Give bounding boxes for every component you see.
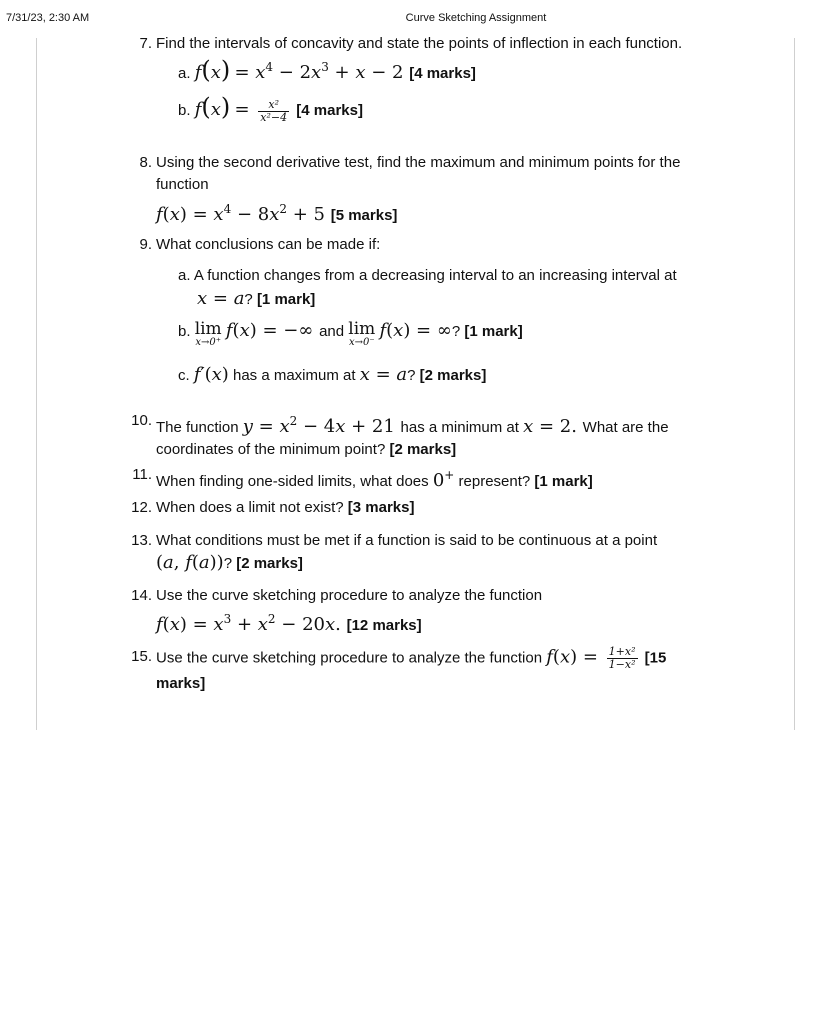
question-number: 14. [131,587,152,604]
question-7b: b. f(x) = $\frac{\text{x²}}{\text{x²−4}}$ [4 marks] [178,93,363,124]
question-text: What conditions must be met if a function is said to be continuous at a point [156,532,658,549]
marks: [4 marks] [409,65,476,82]
sub-label: b. [178,323,191,340]
fraction: $\frac{\text{1+x²}}{\text{1−x²}}$ [608,645,636,671]
marks: [1 mark] [256,291,316,308]
sub-label: c. [178,367,190,384]
marks: [1 mark] [464,323,523,340]
question-14-formula: $f(x) = x^3 + x^2 - 20x$. [12 marks] [156,612,422,635]
marks: [2 marks] [419,367,487,384]
left-margin-line [36,38,37,730]
right-margin-line [794,38,795,730]
fraction: $\frac{\text{x²}}{\text{x²−4}}$ [260,97,288,124]
question-number: 10. [131,412,152,429]
marks: [2 marks] [236,555,303,572]
marks-cont: marks] [156,675,206,692]
limit-right: lim x→0⁻ [348,319,376,348]
question-9a [178,265,677,287]
limit-left: lim x→0⁺ [194,319,222,348]
question-text: When does a limit not exist? [156,499,344,516]
question-text-2: has a minimum at [400,419,519,436]
marks: [1 mark] [534,473,593,490]
question-13-cont: (a, f(a))? [2 marks] [156,552,303,573]
question-15-cont [156,673,205,695]
question-number: 8. [139,154,152,171]
question-number: 9. [139,236,152,253]
question-text-4: coordinates of the minimum point? [156,441,386,458]
sub-label: b. [178,102,191,119]
marks: [15 [644,649,667,667]
print-date: 7/31/23, 2:30 AM [6,12,90,24]
question-9a-cont: x = a? [1 mark] [197,288,316,309]
question-text: Use the curve sketching procedure to analyze the function [156,587,543,604]
question-number: 12. [131,499,152,516]
marks: [3 marks] [347,499,415,516]
question-text-3: What are the [582,419,669,436]
marks: [2 marks] [389,441,457,458]
question-number: 13. [131,532,152,549]
question-9c: c. f′(x) has a maximum at x = a? [2 marks] [178,364,487,385]
question-7a: a. $f(x) = x^4 - 2x^3 + x - 2$ [4 marks] [178,56,476,84]
marks: [5 marks] [330,207,398,224]
question-number: 11. [132,466,152,483]
question-number: 15. [131,648,152,665]
sub-label: a. [178,267,191,284]
question-text: When finding one-sided limits, what does [156,473,429,490]
document-title: Curve Sketching Assignment [405,12,547,24]
sub-label: a. [178,65,191,82]
marks: [12 marks] [346,617,422,634]
sub-text: A function changes from a decreasing interval to an increasing interval at [193,267,677,284]
question-text: The function [156,419,239,436]
sub-text: has a maximum at [232,367,356,384]
question-text-2: represent? [458,473,531,490]
question-number: 7. [139,35,152,52]
marks: [4 marks] [296,102,363,119]
question-text: Using the second derivative test, find the maximum and minimum points for the function [156,154,681,193]
and-text: and [319,323,345,340]
question-text: Use the curve sketching procedure to analyze the function [156,649,543,667]
question-8-formula: $f(x) = x^4 - 8x^2 + 5$ [5 marks] [156,202,398,225]
question-text: What conclusions can be made if: [156,236,381,253]
question-text: Find the intervals of concavity and state the points of inflection in each function. [156,35,683,52]
question-9b: b. lim x→0⁺ f(x) = −∞ and lim x→0⁻ f(x) = ∞? [1 mark] [178,319,523,348]
